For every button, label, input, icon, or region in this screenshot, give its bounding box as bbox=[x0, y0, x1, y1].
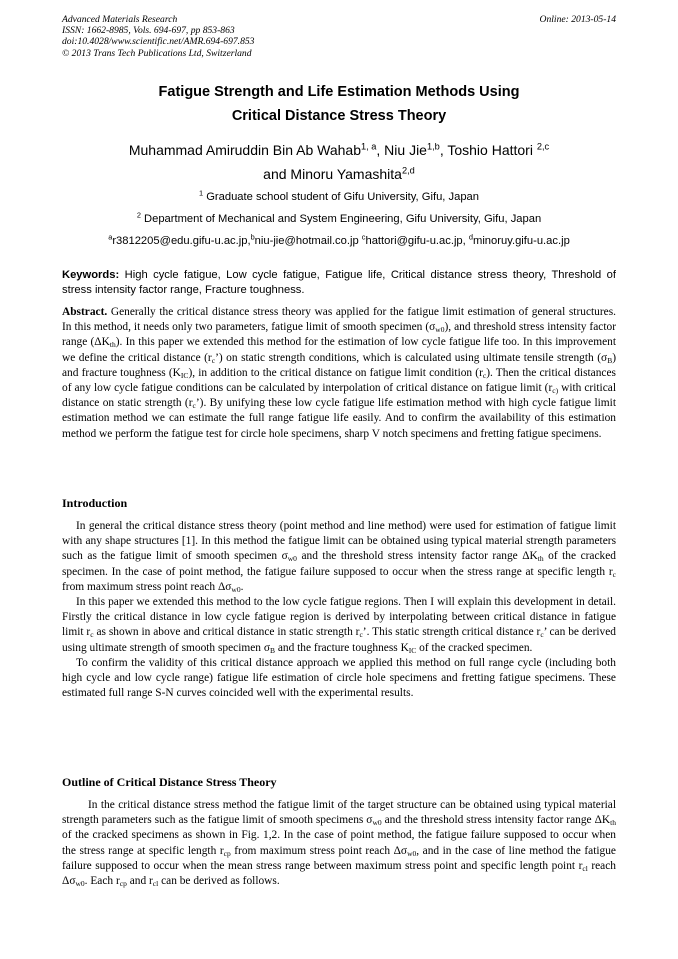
section-heading-introduction: Introduction bbox=[62, 496, 128, 510]
author-line-1: Muhammad Amiruddin Bin Ab Wahab$^{1, a}$, Niu Jie$^{1,b}$, Toshio Hattori $^{2,c}$ bbox=[128, 141, 550, 158]
title-line-2: Critical Distance Stress Theory bbox=[231, 108, 447, 124]
author-mark: 1,b bbox=[426, 141, 440, 152]
email-link[interactable]: hattori@gifu-u.ac.jp bbox=[365, 235, 463, 247]
email-link[interactable]: minoruy.gifu-u.ac.jp bbox=[473, 235, 570, 247]
title-line-1: Fatigue Strength and Life Estimation Methods Using bbox=[158, 84, 520, 100]
email-list: $^a$r3812205@edu.gifu-u.ac.jp,$^b$niu-jie@hotmail.co.jp $^c$hattori@gifu-u.ac.jp, $^d$minoruy.gifu-u.ac.jp bbox=[108, 232, 570, 247]
outline-body bbox=[62, 798, 616, 889]
author-name: Minoru Yamashita bbox=[290, 166, 402, 182]
outline-paragraph: In the critical distance stress method the fatigue limit of the target structure can be obtained using typical material strength parameters such as the fatigue limit of smooth specimens $\sigma_{w0}$ and the threshold stress intensity factor range $\Delta K_{th}$ of the cracked specimens as shown in Fig. 1,2. In the case of point method, the fatigue failure supposed to occur when the stress range at specific length $r_{cp}$ from maximum stress point reach $\Delta\sigma_{w0}$, and in the case of line method the fatigue failure supposed to occur when the mean stress range between maximum stress point and specific length point $r_{cl}$ reach $\Delta\sigma_{w0}$. Each $r_{cp}$ and $r_{cl}$ can be derived as follows. bbox=[62, 799, 616, 888]
journal-name: Advanced Materials Research bbox=[62, 14, 178, 25]
affiliation-2: $^2$ Department of Mechanical and System Engineering, Gifu University, Gifu, Japan bbox=[136, 210, 542, 225]
author-name: Niu Jie bbox=[384, 142, 427, 158]
doi-line: doi:10.4028/www.scientific.net/AMR.694-697.853 bbox=[62, 36, 255, 48]
keywords bbox=[62, 268, 616, 298]
section-heading-outline: Outline of Critical Distance Stress Theory bbox=[62, 775, 277, 789]
journal-header bbox=[62, 14, 254, 59]
affiliation-1: $^1$ Graduate school student of Gifu University, Gifu, Japan bbox=[198, 188, 479, 203]
copyright-line: © 2013 Trans Tech Publications Ltd, Switzerland bbox=[62, 47, 252, 59]
online-date: Online: 2013-05-14 bbox=[539, 14, 616, 25]
author-mark: 2,c bbox=[536, 141, 550, 152]
author-name: Muhammad Amiruddin Bin Ab Wahab bbox=[128, 142, 361, 158]
author-list bbox=[62, 138, 616, 186]
abstract-paragraph: Abstract. Generally the critical distance stress theory was applied for the fatigue limit estimation of general structures. In this method, it needs only two parameters, fatigue limit of smooth specimen $(\sigma_{w0})$, and threshold stress intensity factor range $(\Delta K_{th})$. In this paper we extended this method for the estimation of low cycle fatigue life too. In this improvement we define the critical distance $(r_c’)$ on static strength conditions, which is calculated using ultimate tensile strength $(\sigma_B)$ and fracture toughness $(K_{IC})$, in addition to the critical distance on fatigue limit condition $(r_c)$. Then the critical distances of any low cycle fatigue conditions can be calculated by interpolation of critical distance on fatigue limit ($r_{c)}$ with critical distance on static strength $(r_c’)$. By unifying these low cycle fatigue life estimation method with high cycle fatigue limit estimation method we can estimate the full range fatigue life easily. And to confirm the availability of this estimation method we perform the fatigue test for circle hole specimens, sharp V notch specimens and fretting fatigue specimens. bbox=[62, 306, 616, 440]
intro-paragraph-3: To confirm the validity of this critical distance approach we applied this method on full range cycle (including both high cycle and low cycle range) fatigue life estimation of circle hole specimens and fretting fatigue specimens. These estimated full range S-N curves coincided well with the experimental results. bbox=[62, 656, 616, 700]
introduction-body bbox=[62, 519, 616, 701]
author-mark: 2,d bbox=[401, 165, 415, 176]
intro-paragraph-1: In general the critical distance stress theory (point method and line method) were used for estimation of fatigue limit with any shape structures [1]. In this method the fatigue limit can be obtained using typical material strength parameters such as the fatigue limit of smooth specimen $\sigma_{w0}$ and the threshold stress intensity factor range $\Delta K_{th}$ of the cracked specimen. In the case of point method, the fatigue failure supposed to occur when the stress range at specific length $r_c$ from maximum stress point reach $\Delta\sigma_{w0}$. bbox=[62, 520, 616, 594]
paper-title bbox=[62, 80, 616, 128]
email-link[interactable]: niu-jie@hotmail.co.jp bbox=[254, 235, 359, 247]
abstract-label: Abstract. bbox=[62, 306, 108, 318]
keywords-text: High cycle fatigue, Low cycle fatigue, Fatigue life, Critical distance stress theory, Threshold of stress intensity factor range, Fracture toughness. bbox=[62, 269, 616, 296]
author-line-2: and Minoru Yamashita$^{2,d}$ bbox=[263, 165, 415, 182]
email-link[interactable]: r3812205@edu.gifu-u.ac.jp bbox=[112, 235, 248, 247]
keywords-label: Keywords: bbox=[62, 269, 120, 281]
author-mark: 1, a bbox=[360, 141, 377, 152]
abstract bbox=[62, 305, 616, 442]
author-name: Toshio Hattori bbox=[447, 142, 533, 158]
intro-paragraph-2: In this paper we extended this method to the low cycle fatigue regions. Then I will explain this development in detail. Firstly the critical distance in low cycle fatigue region is derived by interpolating between critical distance in fatigue limit $r_c$ as shown in above and critical distance in static strength $r_c$’. This static strength critical distance $r_c$’ can be derived using ultimate strength of smooth specimen $\sigma_B$ and the fracture toughness $K_{IC}$ of the cracked specimen. bbox=[62, 596, 616, 655]
issn-line: ISSN: 1662-8985, Vols. 694-697, pp 853-863 bbox=[62, 25, 235, 37]
